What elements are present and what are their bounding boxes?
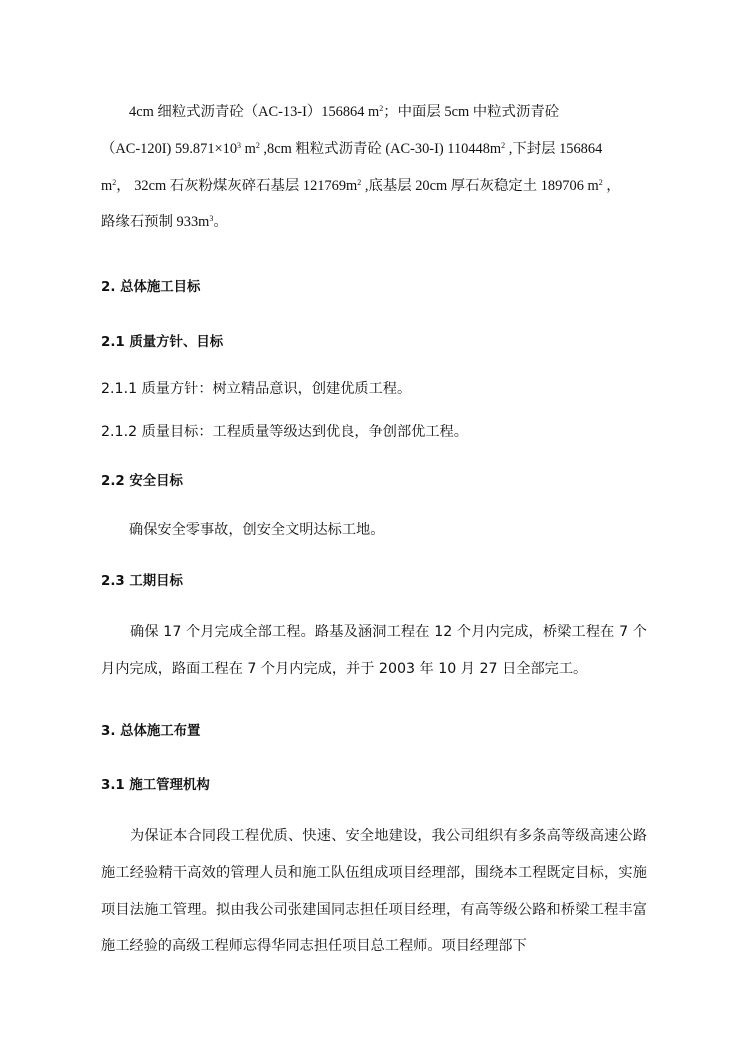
section-3-1-heading: 3.1 施工管理机构 xyxy=(101,778,210,793)
section-2-3-heading: 2.3 工期目标 xyxy=(101,574,183,589)
materials-line-4: 路缘石预制 $933m^3$。 xyxy=(101,214,228,231)
schedule-target-text: 确保 17 个月完成全部工程。路基及涵洞工程在 12 个月内完成，桥梁工程在 7 个月内完成，路面工程在 7 个月内完成，并于 2003 年 10 月 27 日全部完工。 xyxy=(101,624,647,677)
section-2-2-heading: 2.2 安全目标 xyxy=(101,474,183,489)
section-3-heading: 3. 总体施工布置 xyxy=(101,724,201,739)
materials-line-1: 4cm 细粒式沥青砼（AC-13-I）156864 $m^2$；中面层 5cm 中粒式沥青砼 xyxy=(129,104,560,120)
materials-paragraph xyxy=(101,94,647,241)
materials-line-3: $m^2$， 32cm 石灰粉煤灰碎石基层 $121769m^2$ ,底基层 20cm 厚石灰稳定土 189706 $m^2$ ， xyxy=(101,177,621,194)
quality-target: 2.1.2 质量目标：工程质量等级达到优良，争创部优工程。 xyxy=(101,424,468,440)
management-org-text: 为保证本合同段工程优质、快速、安全地建设，我公司组织有多条高等级高速公路施工经验精干高效的管理人员和施工队伍组成项目经理部，围绕本工程既定目标，实施项目法施工管理。拟由我公司张建国同志担任项目经理，有高等级公路和桥梁工程丰富施工经验的高级工程师忘得华同志担任项目总工程师。项目经理部下 xyxy=(101,828,647,955)
section-2-1-heading: 2.1 质量方针、目标 xyxy=(101,335,224,350)
safety-target-text: 确保安全零事故，创安全文明达标工地。 xyxy=(129,522,385,538)
quality-policy: 2.1.1 质量方针：树立精品意识，创建优质工程。 xyxy=(101,381,412,397)
section-2-heading: 2. 总体施工目标 xyxy=(101,280,201,295)
materials-line-2: （AC-120I) $59.871\times 10^3$ $m^2$ ,8cm 粗粒式沥青砼 (AC-30-I) $110448m^2$ ,下封层 156864 xyxy=(101,140,603,157)
